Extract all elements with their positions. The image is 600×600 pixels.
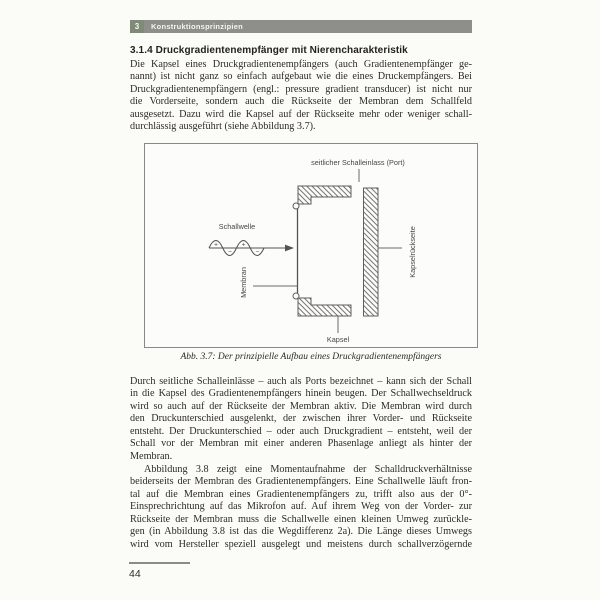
text-line: Einsprechrichtung auf das Mikrofon auf. Auf ihrem Weg von der Vorder- zur bbox=[130, 501, 472, 513]
arrow-head-icon bbox=[285, 245, 294, 252]
minus-sign-1: − bbox=[228, 249, 232, 256]
membrane-mount-top bbox=[293, 203, 299, 209]
page-number: 44 bbox=[129, 568, 141, 580]
paragraph-3 bbox=[130, 464, 472, 551]
capsule-top-wall bbox=[298, 186, 351, 204]
chapter-number: 3 bbox=[130, 20, 144, 33]
text-line: beiderseits der Membran des Gradientenempfängers. Eine Schallwelle läuft fron- bbox=[130, 476, 472, 488]
paragraph-1 bbox=[130, 59, 472, 134]
text-line: Durch seitliche Schalleinlässe – auch als Ports bezeichnet – kann sich der Schall bbox=[130, 376, 472, 387]
text-line: die Vorderseite, sondern auch die Rückseite der Membran dem Schallfeld bbox=[130, 96, 472, 108]
text-line: Membran. bbox=[130, 450, 173, 462]
figure-3-7 bbox=[144, 143, 478, 348]
footer-rule bbox=[129, 562, 190, 564]
text-line: den Druckunterschied ausgelenkt, der zwischen ihrer Vorder- und Rückseite bbox=[130, 413, 472, 425]
kapselrueckseite-label: Kapselrückseite bbox=[408, 226, 417, 278]
chapter-header-bar bbox=[130, 20, 472, 33]
capsule-diagram bbox=[145, 144, 477, 347]
section-heading: 3.1.4 Druckgradientenempfänger mit Nierencharakteristik bbox=[130, 45, 408, 56]
text-line: wird so auch auf der Rückseite der Membran aktiv. Die Membran wird durch bbox=[130, 400, 472, 412]
capsule-bottom-wall bbox=[298, 298, 351, 316]
text-line: Druckgradientenempfängern (engl.: pressure gradient transducer) ist nicht nur bbox=[130, 83, 472, 95]
figure-caption: Abb. 3.7: Der prinzipielle Aufbau eines Druckgradientenempfängers bbox=[180, 352, 442, 362]
text-line: gen (in Abbildung 3.8 ist das die Wegdifferenz 2a). Die Länge dieses Umwegs bbox=[130, 526, 472, 538]
plus-sign-2: + bbox=[241, 241, 246, 249]
text-line: tal auf die Membran eines Gradientenempfängers zu, trifft also aus der 0°- bbox=[130, 488, 472, 500]
text-line: wird vom Hersteller speziell ausgelegt und meistens durch schallverzögernde bbox=[130, 538, 472, 550]
kapsel-label: Kapsel bbox=[326, 335, 350, 344]
capsule-back-wall bbox=[364, 188, 379, 316]
text-line: Rückseite der Membran muss die Schallwelle einen kleinen Umweg zurückle- bbox=[130, 513, 472, 525]
text-line: ausgesetzt. Dazu wird die Kapsel auf der Rückseite mehr oder weniger schall- bbox=[130, 108, 472, 120]
text-line: Schall vor der Membran mit einer anderen Phasenlage anliegt als hinter der bbox=[130, 438, 472, 450]
minus-sign-2: − bbox=[255, 249, 260, 256]
text-line: in die Kapsel des Gradientenempfängers hinein beugen. Der Schallwechseldruck bbox=[130, 388, 472, 400]
chapter-title: Konstruktionsprinzipien bbox=[151, 22, 243, 31]
text-line: Abbildung 3.8 zeigt eine Momentaufnahme der Schalldruckverhältnisse bbox=[144, 464, 472, 475]
port-label: seitlicher Schalleinlass (Port) bbox=[311, 158, 405, 167]
plus-sign-1: + bbox=[214, 241, 218, 249]
text-line: entsteht. Der Druckunterschied – oder auch Druckgradient – entsteht, weil der bbox=[130, 425, 472, 437]
text-line: durchlässig ausgeführt (siehe Abbildung 3.7). bbox=[130, 121, 316, 133]
paragraph-2 bbox=[130, 376, 472, 463]
text-line: Die Kapsel eines Druckgradientenempfängers (auch Gradientenempfänger ge- bbox=[130, 59, 472, 70]
membran-label: Membran bbox=[239, 267, 248, 298]
text-line: nannt) ist nicht ganz so einfach aufgebaut wie die eines Druckempfängers. Bei bbox=[130, 71, 472, 83]
schallwelle-label: Schallwelle bbox=[218, 222, 256, 231]
